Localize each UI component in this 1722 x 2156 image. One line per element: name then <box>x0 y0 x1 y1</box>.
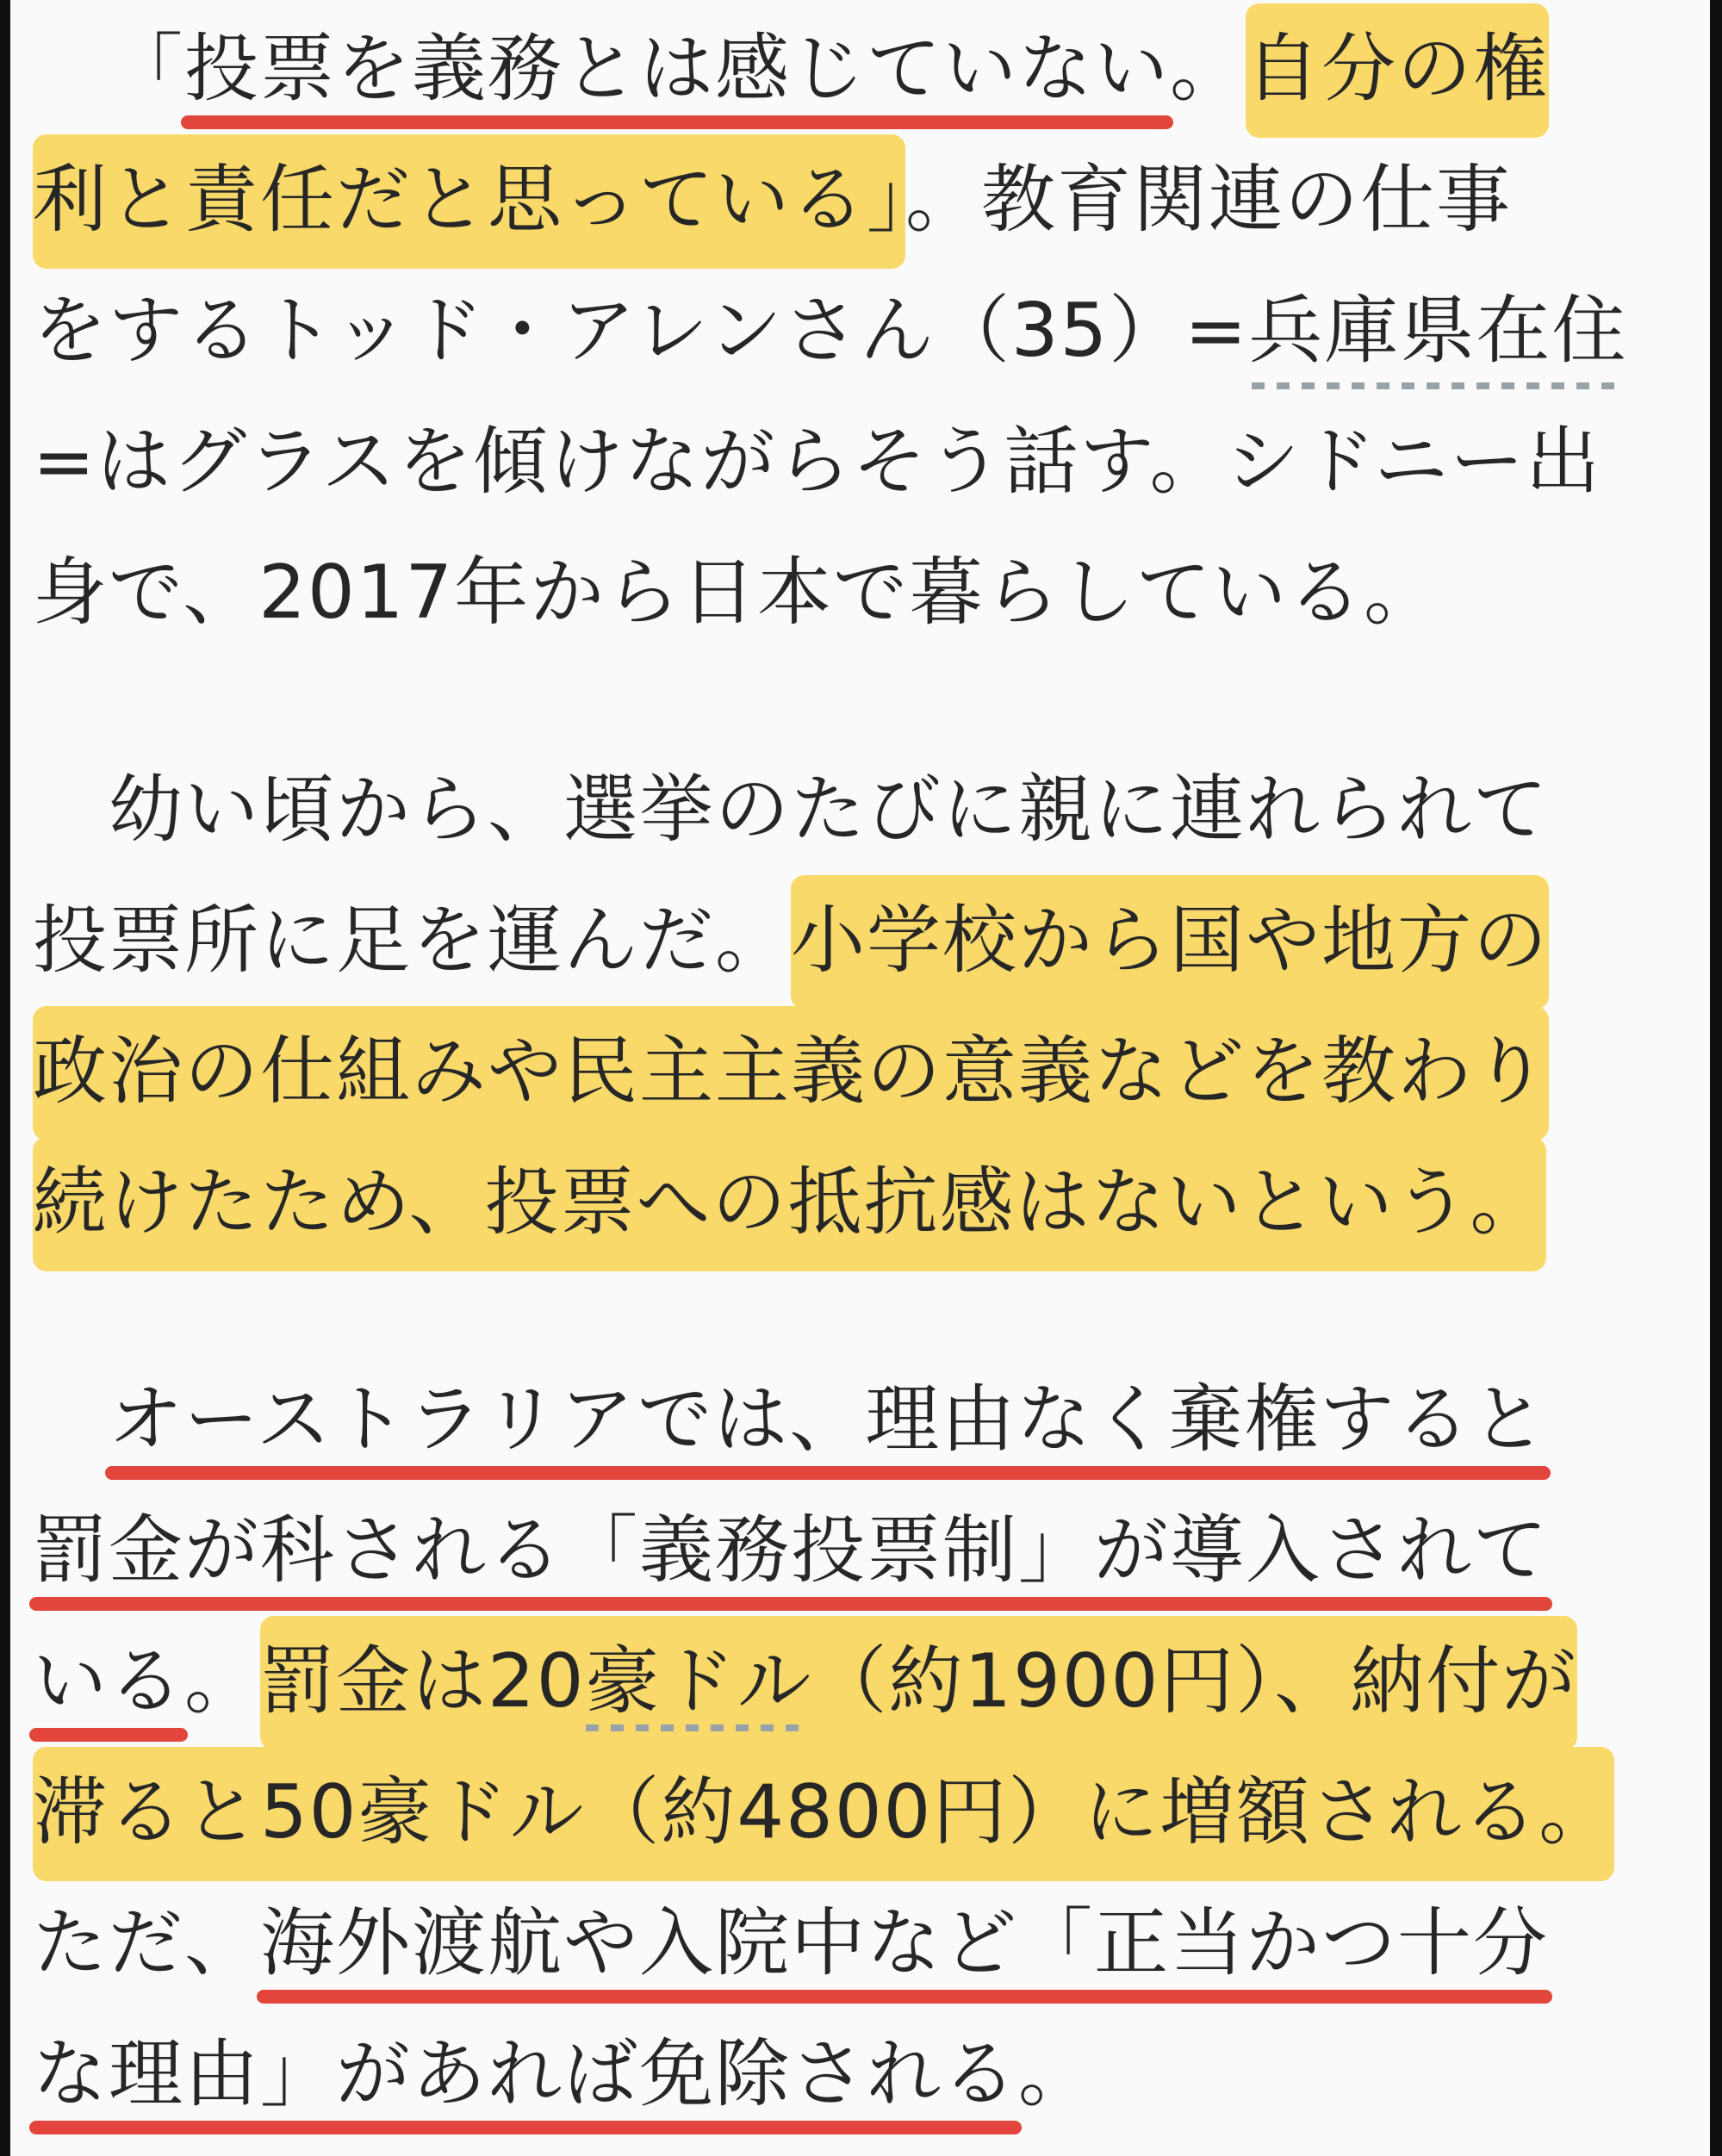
highlighted-text: 小学校から国や地方の <box>791 875 1549 1010</box>
red-underlined-text: オーストラリアでは、理由なく棄権すると <box>109 1376 1548 1463</box>
text-line <box>33 1006 1688 1137</box>
text-line <box>33 1616 1688 1747</box>
paragraph <box>33 744 1688 1268</box>
text-segment: 。 <box>1170 26 1246 112</box>
highlighted-text: 利と責任だと思っている」 <box>33 134 905 269</box>
text-line <box>33 265 1688 396</box>
text-line <box>33 875 1688 1006</box>
paragraph <box>33 3 1688 658</box>
highlighted-text: 政治の仕組みや民主主義の意義などを教わり <box>33 1006 1549 1140</box>
text-line <box>33 396 1688 527</box>
paragraph <box>33 1354 1688 2140</box>
right-edge-bar <box>1710 0 1722 2156</box>
text-line <box>33 744 1688 875</box>
text-line <box>33 2009 1688 2140</box>
highlighted-text: 続けたため、投票への抵抗感はないという。 <box>33 1137 1546 1271</box>
highlighted-text: 滞ると50豪ドル（約4800円）に増額される。 <box>33 1747 1614 1881</box>
text-line <box>33 1137 1688 1268</box>
text-segment: 。 <box>1018 2031 1094 2117</box>
text-segment: 投票所に足を運んだ。 <box>33 898 791 984</box>
text-line <box>33 1485 1688 1616</box>
red-underlined-text: いる <box>33 1638 184 1724</box>
article-text <box>33 3 1688 2140</box>
red-underlined-text: 投票を義務とは感じていない <box>184 26 1170 112</box>
dotted-underlined-text: 兵庫県在住 <box>1248 288 1628 374</box>
text-line <box>33 1354 1688 1485</box>
text-segment: 幼い頃から、選挙のたびに親に連れられて <box>109 767 1549 853</box>
text-segment: 身で、2017年から日本で暮らしている。 <box>33 550 1440 636</box>
text-segment: をするトッド・アレンさん（35）= <box>33 288 1249 374</box>
text-line <box>33 1747 1688 1878</box>
highlighted-text: 自分の権 <box>1246 3 1549 138</box>
highlighted-text: （約1900円）、納付が <box>812 1616 1577 1750</box>
text-segment: =はグラスを傾けながらそう話す。シドニー出 <box>33 419 1602 505</box>
text-line <box>33 1878 1688 2009</box>
highlighted-text: 豪ドル <box>585 1616 812 1750</box>
text-segment: ただ、 <box>33 1900 260 1986</box>
text-segment: 。 <box>184 1638 260 1724</box>
red-underlined-text: な理由」があれば免除される <box>33 2031 1018 2117</box>
left-edge-bar <box>0 0 10 2156</box>
red-underlined-text: 罰金が科される「義務投票制」が導入されて <box>33 1507 1549 1594</box>
highlighted-text: 罰金は20 <box>260 1616 585 1750</box>
text-line <box>33 3 1688 134</box>
red-underlined-text: 海外渡航や入院中など「正当かつ十分 <box>260 1900 1549 1986</box>
text-line <box>33 134 1688 265</box>
text-segment: 。教育関連の仕事 <box>905 157 1512 243</box>
text-segment: 「 <box>109 26 184 112</box>
text-line <box>33 527 1688 658</box>
